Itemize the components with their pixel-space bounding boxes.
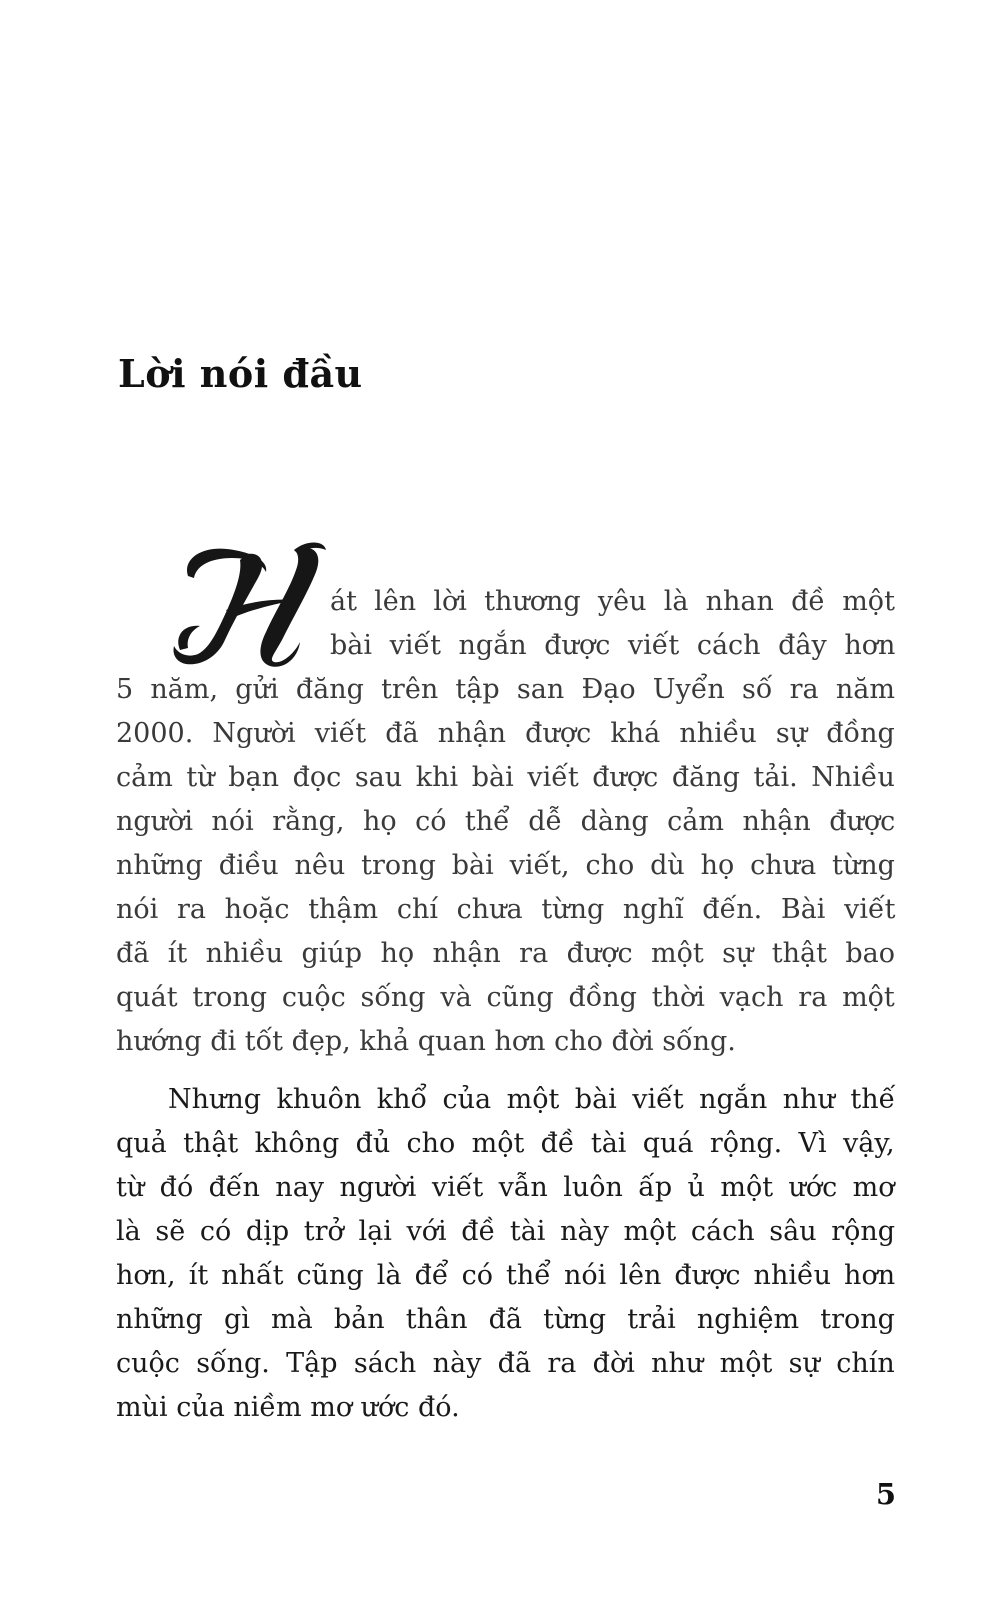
paragraph-1-line-6: người nói rằng, họ có thể dễ dàng cảm nhận được — [116, 806, 896, 837]
paragraph-1-line-3: 5 năm, gửi đăng trên tập san Đạo Uyển số ra năm — [116, 674, 895, 705]
paragraph-1-line-11: hướng đi tốt đẹp, khả quan hơn cho đời sống. — [116, 1026, 736, 1057]
paragraph-2-line-2: quả thật không đủ cho một đề tài quá rộng. Vì vậy, — [116, 1128, 895, 1159]
chapter-title: Lời nói đầu — [118, 351, 363, 396]
paragraph-2-line-6: những gì mà bản thân đã từng trải nghiệm trong — [116, 1304, 895, 1335]
paragraph-1-line-8: nói ra hoặc thậm chí chưa từng nghĩ đến. Bài viết — [116, 894, 896, 925]
paragraph-1-line-4: 2000. Người viết đã nhận được khá nhiều sự đồng — [116, 718, 895, 749]
paragraph-1-line-1: át lên lời thương yêu là nhan đề một — [330, 586, 895, 617]
paragraph-2-line-4: là sẽ có dịp trở lại với đề tài này một cách sâu rộng — [116, 1216, 896, 1247]
paragraph-1-line-9: đã ít nhiều giúp họ nhận ra được một sự thật bao — [116, 938, 896, 969]
paragraph-1-line-7: những điều nêu trong bài viết, cho dù họ chưa từng — [116, 850, 895, 881]
paragraph-2-line-3: từ đó đến nay người viết vẫn luôn ấp ủ một ước mơ — [116, 1172, 895, 1203]
paragraph-1-line-2: bài viết ngắn được viết cách đây hơn — [330, 630, 896, 661]
paragraph-2-line-7: cuộc sống. Tập sách này đã ra đời như một sự chín — [116, 1348, 895, 1379]
paragraph-1-line-5: cảm từ bạn đọc sau khi bài viết được đăng tải. Nhiều — [116, 762, 895, 793]
page-number: 5 — [875, 1477, 896, 1511]
paragraph-2-line-1: Nhưng khuôn khổ của một bài viết ngắn như thế — [168, 1084, 896, 1115]
paragraph-2-line-5: hơn, ít nhất cũng là để có thể nói lên được nhiều hơn — [116, 1260, 896, 1291]
paragraph-2-line-8: mùi của niềm mơ ước đó. — [116, 1392, 460, 1423]
paragraph-1-line-10: quát trong cuộc sống và cũng đồng thời vạch ra một — [116, 982, 895, 1013]
drop-cap-letter — [170, 538, 328, 668]
